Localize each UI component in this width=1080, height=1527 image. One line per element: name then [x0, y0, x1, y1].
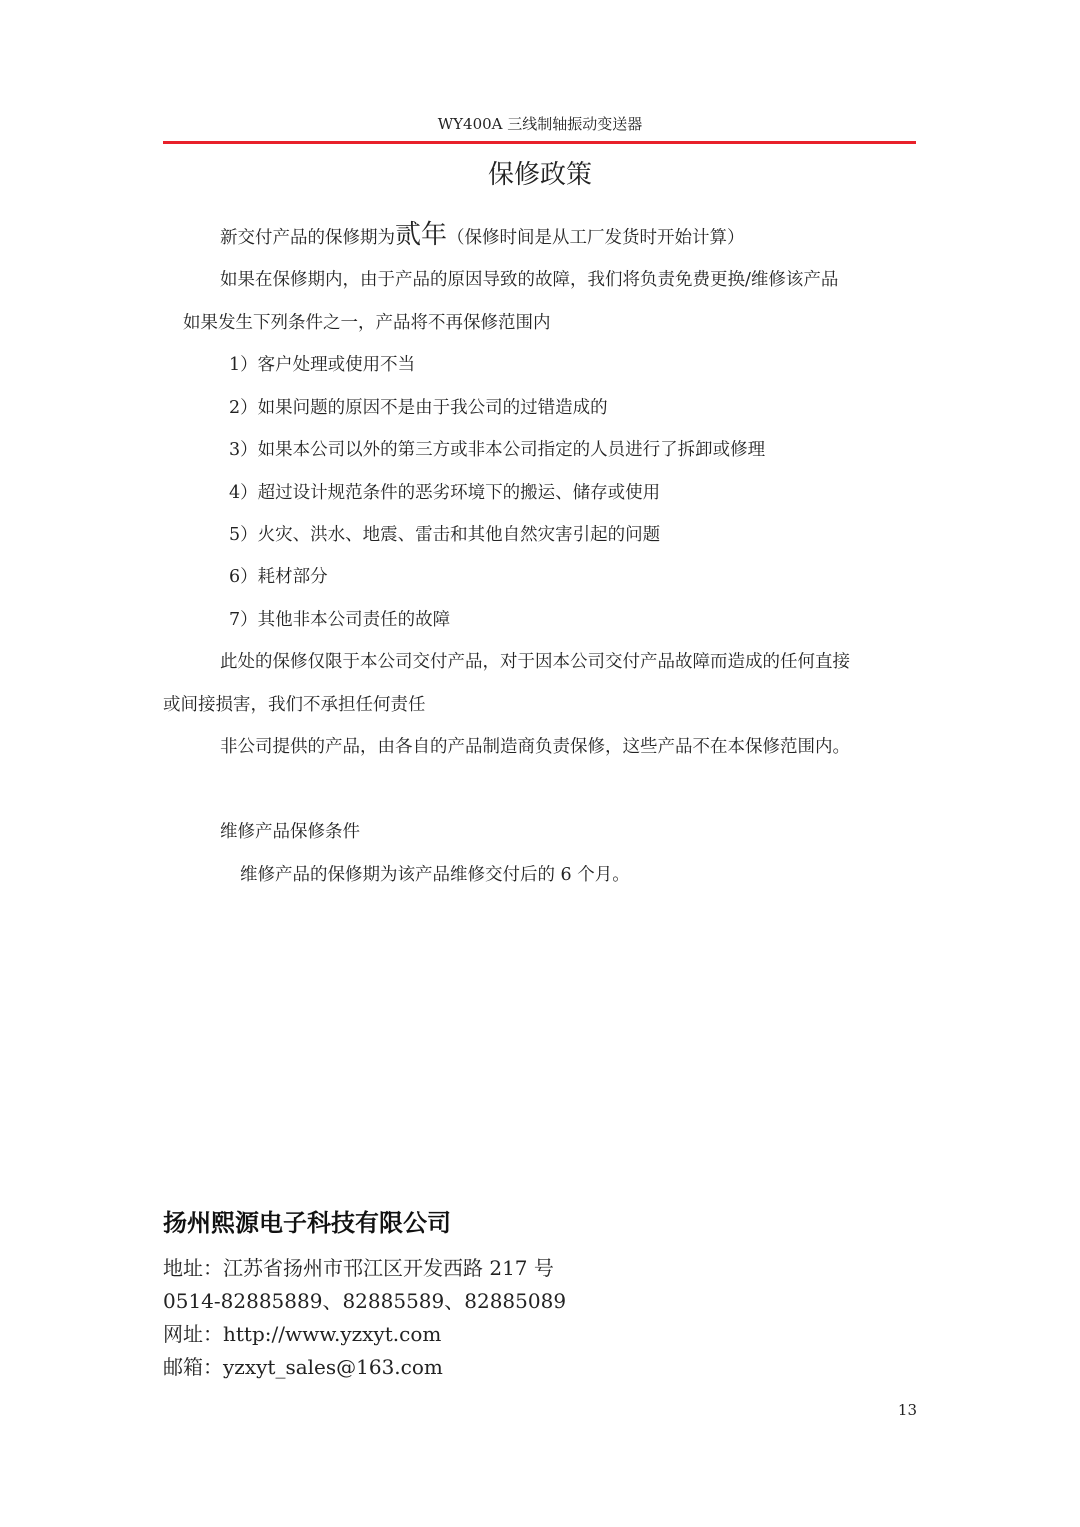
exclusion-item: 2）如果问题的原因不是由于我公司的过错造成的: [229, 398, 608, 418]
exclusion-item: 6）耗材部分: [229, 567, 328, 587]
header-title: WY400A 三线制轴振动变送器: [437, 115, 643, 133]
company-address: 地址：江苏省扬州市邗江区开发西路 217 号: [163, 1256, 554, 1280]
exclusion-item: 5）火灾、洪水、地震、雷击和其他自然灾害引起的问题: [229, 525, 661, 545]
repair-text: 维修产品的保修期为该产品维修交付后的 6 个月。: [240, 865, 630, 885]
exclusion-item: 3）如果本公司以外的第三方或非本公司指定的人员进行了拆卸或修理: [229, 440, 766, 460]
page-title: 保修政策: [487, 160, 592, 190]
company-phone: 0514-82885889、82885589、82885089: [163, 1289, 567, 1313]
responsibility-text: 如果在保修期内，由于产品的原因导致的故障，我们将负责免费更换/维修该产品: [220, 270, 839, 290]
warranty-prefix: 新交付产品的保修期为: [220, 228, 395, 248]
company-email: 邮箱：yzxyt_sales@163.com: [163, 1355, 443, 1379]
limitation-text-line1: 此处的保修仅限于本公司交付产品，对于因本公司交付产品故障而造成的任何直接: [220, 652, 850, 672]
exclusion-item: 7）其他非本公司责任的故障: [229, 610, 451, 630]
warranty-period: 贰年: [395, 220, 448, 250]
warranty-period-line: [220, 214, 745, 251]
third-party-text: 非公司提供的产品，由各自的产品制造商负责保修，这些产品不在本保修范围内。: [220, 737, 850, 757]
exclusion-item: 4）超过设计规范条件的恶劣环境下的搬运、储存或使用: [229, 483, 661, 503]
company-website: 网址：http://www.yzxyt.com: [163, 1322, 442, 1346]
repair-heading: 维修产品保修条件: [220, 822, 360, 842]
limitation-text-line2: 或间接损害，我们不承担任何责任: [163, 695, 426, 715]
header-divider: [163, 141, 916, 144]
exclusions-intro: 如果发生下列条件之一，产品将不再保修范围内: [183, 313, 551, 333]
page-number: 13: [897, 1401, 917, 1419]
company-name: 扬州熙源电子科技有限公司: [163, 1209, 451, 1237]
exclusion-item: 1）客户处理或使用不当: [229, 355, 416, 375]
warranty-suffix: （保修时间是从工厂发货时开始计算）: [447, 228, 745, 248]
